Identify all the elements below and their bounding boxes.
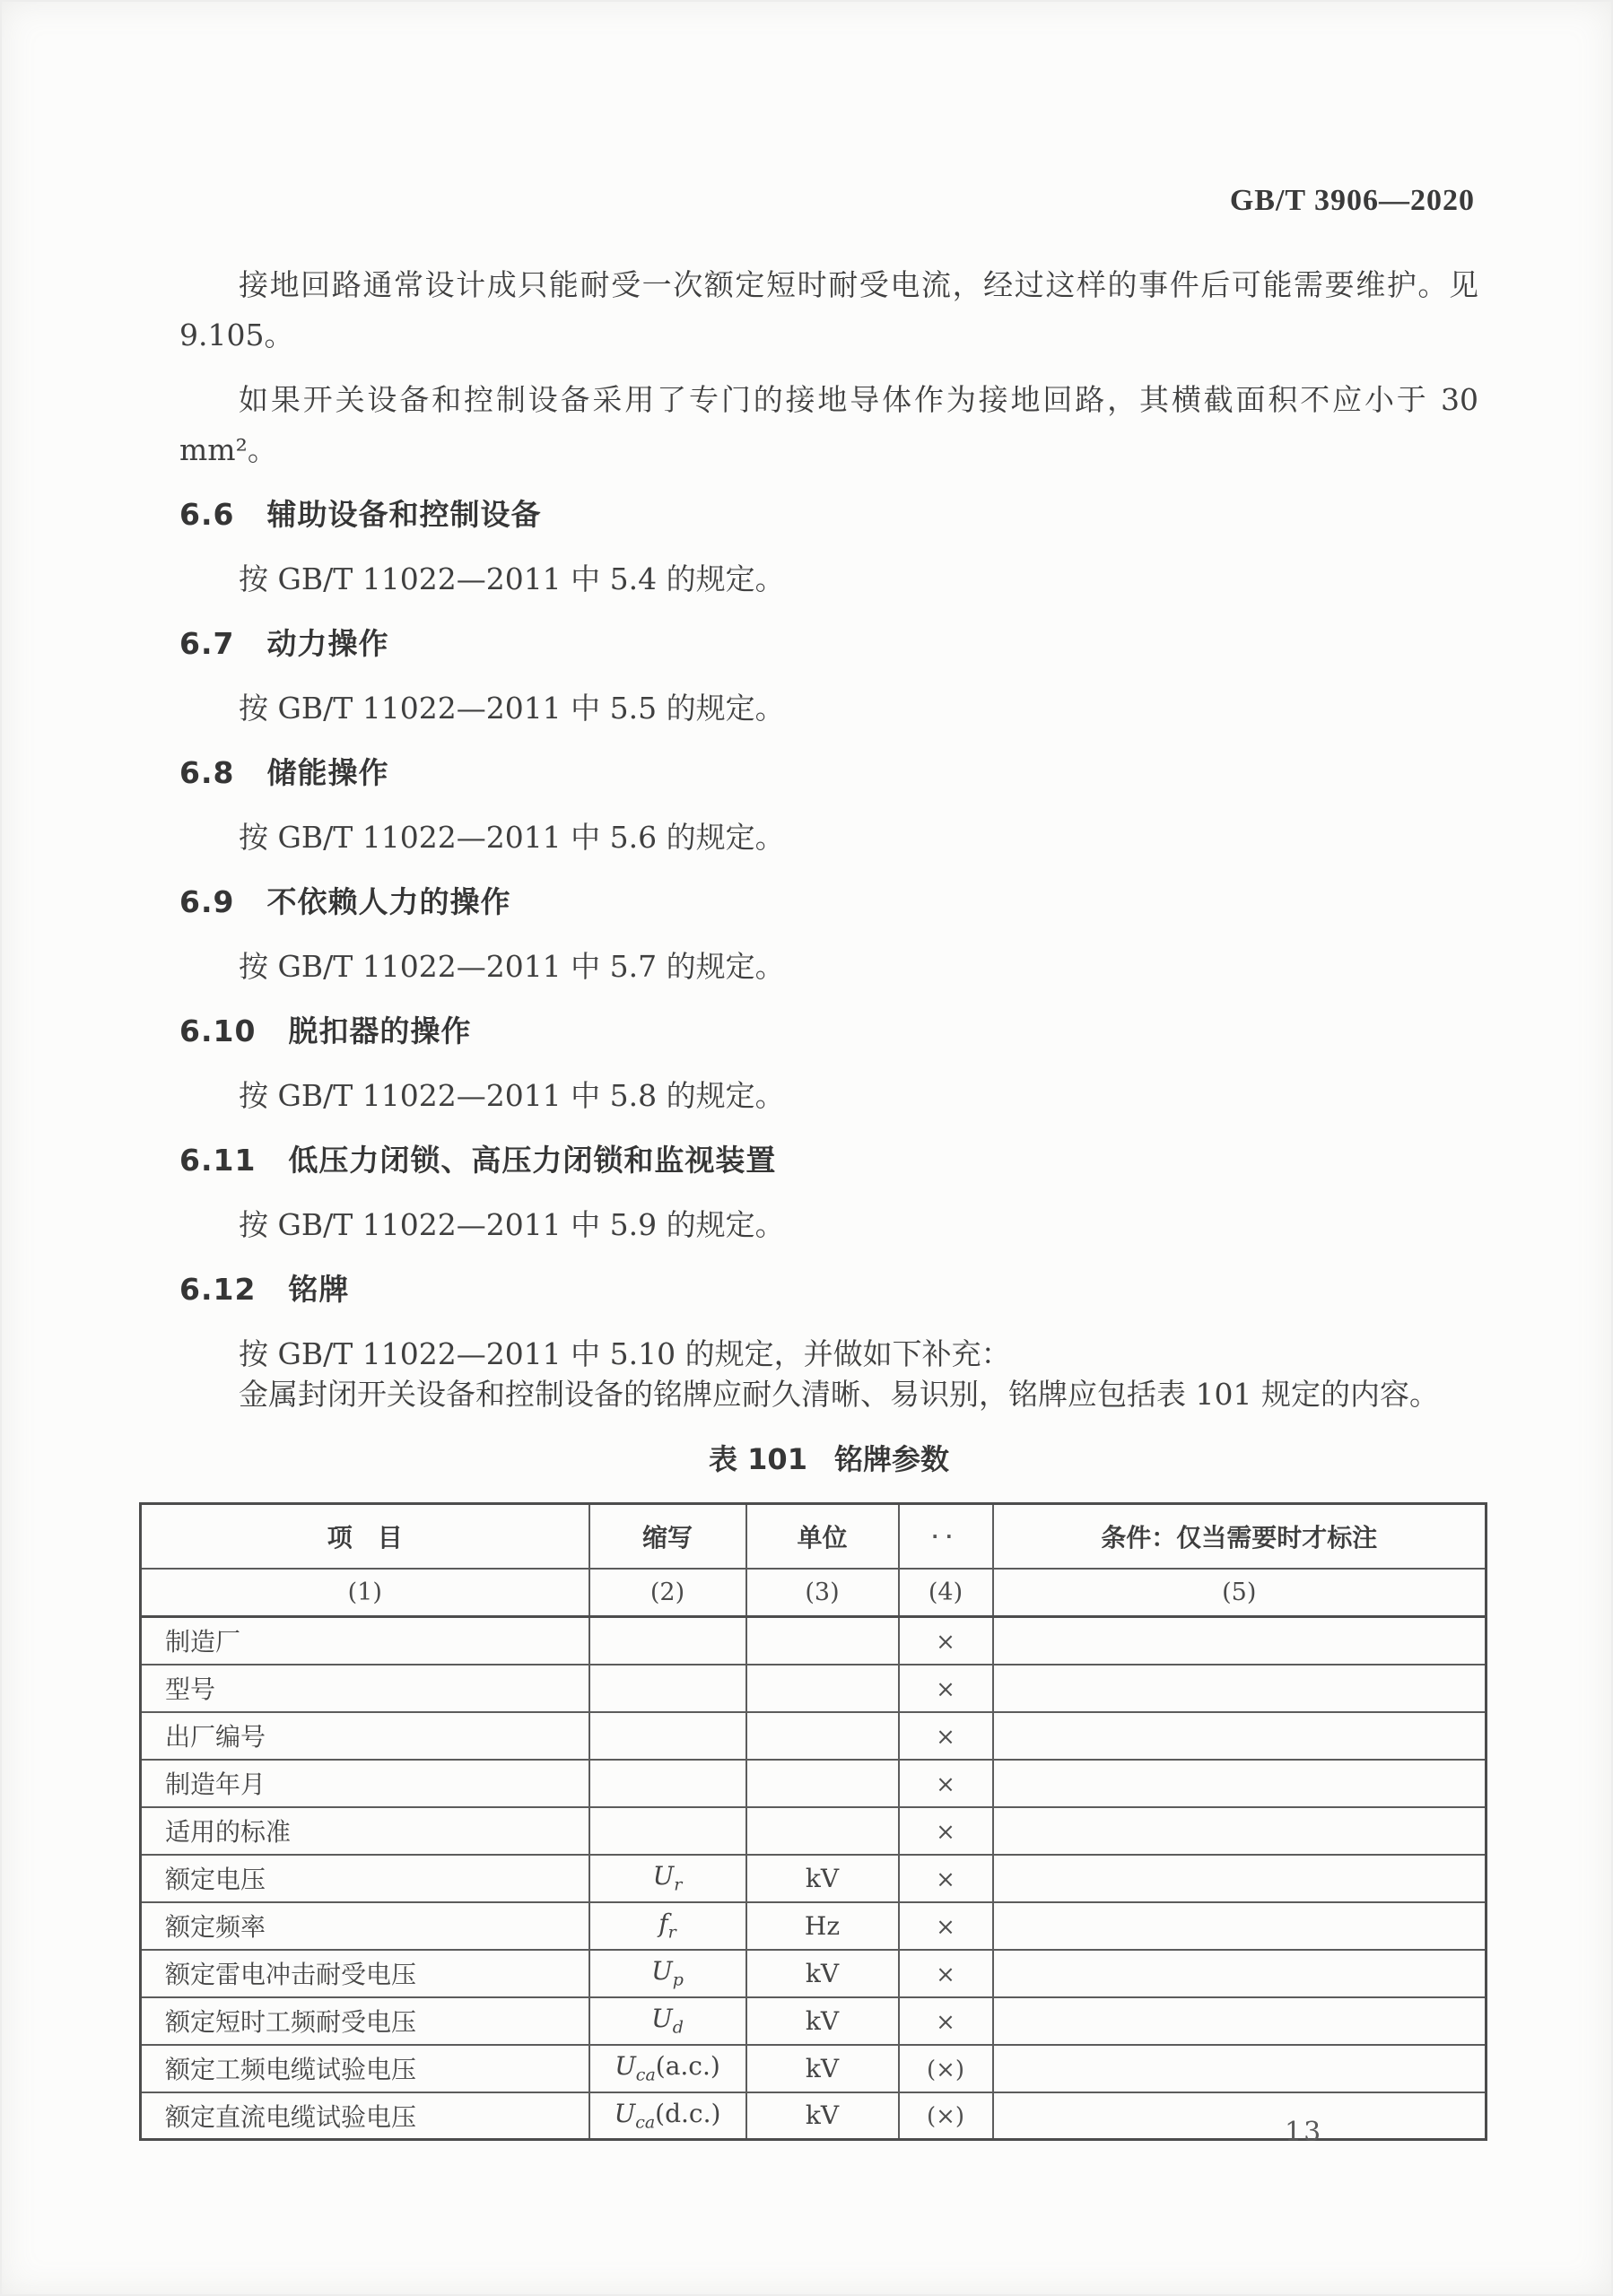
abbr-symbol: U: [614, 2098, 636, 2128]
cell-abbreviation: [589, 1807, 746, 1855]
sections: [179, 490, 1478, 1420]
section-number: 6.9: [179, 884, 235, 919]
mark-symbol: ×: [936, 1770, 955, 1798]
cell-condition: [993, 1712, 1487, 1760]
column-header-unit: 单位: [746, 1504, 899, 1569]
page-content: [165, 260, 1478, 2141]
cell-condition: [993, 1617, 1487, 1665]
section-number: 6.11: [179, 1143, 257, 1178]
abbr-symbol: U: [651, 2004, 673, 2034]
mark-symbol: (×): [926, 2056, 965, 2083]
section-heading: [179, 748, 1478, 798]
column-index-1: (1): [141, 1569, 589, 1617]
section-heading: [179, 619, 1478, 669]
cell-item: 制造厂: [141, 1617, 589, 1665]
mark-symbol: ×: [936, 1628, 955, 1656]
section-title: 辅助设备和控制设备: [266, 497, 542, 532]
table-index-row: [141, 1569, 1487, 1617]
cell-mark: [899, 1855, 993, 1902]
cell-mark: [899, 1997, 993, 2045]
section-heading: [179, 877, 1478, 927]
section: [179, 877, 1478, 992]
section: [179, 619, 1478, 734]
section: [179, 1006, 1478, 1121]
cell-unit: kV: [746, 2092, 899, 2140]
section-number: 6.12: [179, 1272, 257, 1307]
cell-mark: [899, 1760, 993, 1807]
column-header-condition: 条件：仅当需要时才标注: [993, 1504, 1487, 1569]
cell-mark: [899, 1807, 993, 1855]
abbr-symbol: U: [652, 1861, 675, 1892]
abbr-symbol: U: [615, 2051, 636, 2082]
cell-unit: kV: [746, 1950, 899, 1997]
cell-unit: [746, 1712, 899, 1760]
section: [179, 1265, 1478, 1420]
section-title: 低压力闭锁、高压力闭锁和监视装置: [288, 1143, 777, 1178]
cell-item: 额定工频电缆试验电压: [141, 2045, 589, 2092]
cell-condition: [993, 1855, 1487, 1902]
table-row: [141, 1760, 1487, 1807]
cell-condition: [993, 1760, 1487, 1807]
cell-condition: [993, 2092, 1487, 2140]
cell-item: 额定雷电冲击耐受电压: [141, 1950, 589, 1997]
abbr-subscript: r: [674, 1874, 683, 1895]
section-number: 6.8: [179, 755, 235, 790]
column-index-2: (2): [589, 1569, 746, 1617]
cell-mark: [899, 1950, 993, 1997]
section-title: 动力操作: [266, 626, 389, 661]
table-caption-title: 铭牌参数: [833, 1442, 949, 1476]
mark-symbol: ×: [936, 1961, 955, 1988]
section-title: 脱扣器的操作: [288, 1013, 472, 1048]
mark-symbol: ×: [936, 2008, 955, 2036]
section: [179, 748, 1478, 863]
cell-unit: [746, 1807, 899, 1855]
column-header-item: 项 目: [141, 1504, 589, 1569]
table-row: [141, 1807, 1487, 1855]
cell-condition: [993, 2045, 1487, 2092]
table-row: [141, 2045, 1487, 2092]
section-title: 储能操作: [266, 755, 389, 790]
mark-symbol: ×: [936, 1913, 955, 1941]
table-row: [141, 1997, 1487, 2045]
cell-item: 额定短时工频耐受电压: [141, 1997, 589, 2045]
section-title: 铭牌: [288, 1272, 350, 1307]
mark-symbol: ×: [936, 1723, 955, 1751]
mark-symbol: ×: [936, 1818, 955, 1846]
cell-abbreviation: [589, 1712, 746, 1760]
page-number: 13: [1285, 2117, 1323, 2148]
abbr-symbol: U: [651, 1956, 673, 1987]
cell-abbreviation: [589, 1997, 746, 2045]
section: [179, 1135, 1478, 1250]
cell-abbreviation: [589, 2092, 746, 2140]
cell-mark: [899, 1712, 993, 1760]
column-index-4: (4): [899, 1569, 993, 1617]
abbr-subscript: r: [667, 1922, 676, 1943]
cell-unit: kV: [746, 2045, 899, 2092]
cell-unit: kV: [746, 1855, 899, 1902]
column-index-5: (5): [993, 1569, 1487, 1617]
intro-paragraph-1: 接地回路通常设计成只能耐受一次额定短时耐受电流，经过这样的事件后可能需要维护。见 9.105。: [179, 267, 1478, 352]
cell-abbreviation: [589, 1665, 746, 1712]
section-body: 按 GB/T 11022—2011 中 5.4 的规定。: [239, 561, 785, 596]
abbr-subscript: p: [672, 1970, 684, 1990]
section-body: 按 GB/T 11022—2011 中 5.7 的规定。: [239, 949, 785, 984]
mark-symbol: ×: [936, 1675, 955, 1703]
section-body-2: 金属封闭开关设备和控制设备的铭牌应耐久清晰、易识别，铭牌应包括表 101 规定的内容。: [239, 1377, 1439, 1412]
mark-symbol: (×): [926, 2103, 965, 2131]
cell-mark: [899, 2045, 993, 2092]
cell-abbreviation: [589, 1760, 746, 1807]
cell-abbreviation: [589, 1902, 746, 1950]
nameplate-parameters-table: [139, 1502, 1487, 2141]
table-caption-label: 表 101: [709, 1442, 807, 1476]
table-row: [141, 1665, 1487, 1712]
section-heading: [179, 1265, 1478, 1315]
cell-mark: [899, 1617, 993, 1665]
cell-mark: [899, 1902, 993, 1950]
section-heading: [179, 490, 1478, 540]
cell-unit: [746, 1760, 899, 1807]
abbr-symbol: f: [658, 1909, 668, 1939]
cell-condition: [993, 1902, 1487, 1950]
section-body: 按 GB/T 11022—2011 中 5.6 的规定。: [239, 820, 785, 855]
table-row: [141, 1950, 1487, 1997]
section: [179, 490, 1478, 604]
cell-mark: [899, 1665, 993, 1712]
cell-abbreviation: [589, 2045, 746, 2092]
column-header-abbr: 缩写: [589, 1504, 746, 1569]
cell-abbreviation: [589, 1855, 746, 1902]
cell-item: 额定电压: [141, 1855, 589, 1902]
abbr-suffix: (d.c.): [655, 2098, 721, 2128]
cell-unit: kV: [746, 1997, 899, 2045]
section-number: 6.6: [179, 497, 235, 532]
section-number: 6.10: [179, 1013, 257, 1048]
table-row: [141, 1712, 1487, 1760]
cell-mark: [899, 2092, 993, 2140]
abbr-subscript: d: [672, 2017, 684, 2038]
cell-item: 适用的标准: [141, 1807, 589, 1855]
abbr-suffix: (a.c.): [655, 2051, 720, 2082]
intro-paragraph-2: 如果开关设备和控制设备采用了专门的接地导体作为接地回路，其横截面积不应小于 30 mm²。: [179, 382, 1478, 467]
cell-unit: Hz: [746, 1902, 899, 1950]
section-body: 按 GB/T 11022—2011 中 5.9 的规定。: [239, 1207, 785, 1242]
table-row: [141, 1855, 1487, 1902]
section-heading: [179, 1135, 1478, 1186]
cell-item: 制造年月: [141, 1760, 589, 1807]
abbr-subscript: ca: [635, 2112, 656, 2133]
cell-unit: [746, 1617, 899, 1665]
cell-abbreviation: [589, 1950, 746, 1997]
section-title: 不依赖人力的操作: [266, 884, 511, 919]
cell-item: 出厂编号: [141, 1712, 589, 1760]
section-body: 按 GB/T 11022—2011 中 5.8 的规定。: [239, 1078, 785, 1113]
cell-abbreviation: [589, 1617, 746, 1665]
cell-item: 额定频率: [141, 1902, 589, 1950]
section-body: 按 GB/T 11022—2011 中 5.10 的规定，并做如下补充：: [239, 1336, 1011, 1371]
abbr-subscript: ca: [635, 2065, 656, 2085]
section-number: 6.7: [179, 626, 235, 661]
standard-number: GB/T 3906—2020: [1229, 184, 1475, 217]
cell-item: 额定直流电缆试验电压: [141, 2092, 589, 2140]
column-header-mark: ··: [899, 1504, 993, 1569]
section-body: 按 GB/T 11022—2011 中 5.5 的规定。: [239, 691, 785, 726]
table-row: [141, 1617, 1487, 1665]
column-index-3: (3): [746, 1569, 899, 1617]
cell-unit: [746, 1665, 899, 1712]
cell-condition: [993, 1807, 1487, 1855]
cell-condition: [993, 1997, 1487, 2045]
cell-condition: [993, 1665, 1487, 1712]
table-row: [141, 1902, 1487, 1950]
mark-symbol: ×: [936, 1866, 955, 1893]
section-heading: [179, 1006, 1478, 1057]
table-header-row: [141, 1504, 1487, 1569]
cell-condition: [993, 1950, 1487, 1997]
cell-item: 型号: [141, 1665, 589, 1712]
table-caption: [179, 1434, 1478, 1484]
